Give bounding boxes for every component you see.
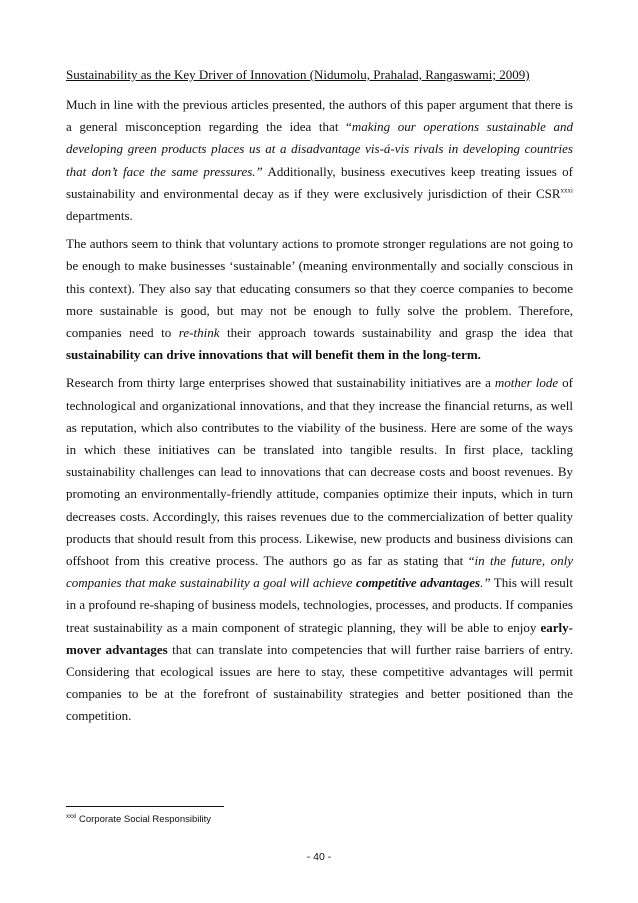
p3-quote: in the future, only companies that make sustainability a goal will achieve (66, 553, 573, 591)
p1-text-1: Much in line with the previous articles presented, the authors of this paper argument that there is a general misconception regarding the idea that “ (66, 97, 573, 135)
p2-emphasis: re-think (178, 325, 220, 341)
p3-quote-end: .” (480, 575, 491, 591)
footnote-marker: xxxi (66, 813, 77, 820)
section-heading: Sustainability as the Key Driver of Innovation (Nidumolu, Prahalad, Rangaswami; 2009) (66, 67, 530, 82)
p2-bold-conclusion: sustainability can drive innovations that will benefit them in the long-term. (66, 347, 481, 363)
p2-text-1: The authors seem to think that voluntary actions to promote stronger regulations are not going to be enough to make businesses ‘sustainable’ (meaning environmentally and socially conscious in this context). They also say that educating consumers so that they coerce companies to become more sustainable is good, but may not be enough to fully solve the problem. Therefore, companies need to (66, 236, 573, 341)
p1-quote: making our operations sustainable and developing green products places us at a disadvantage vis-á-vis rivals in developing countries that don’t face the same pressures.” (66, 119, 573, 179)
footnote-text: Corporate Social Responsibility (76, 814, 211, 825)
paragraph-3 (66, 372, 573, 727)
document-body (66, 66, 573, 734)
page-number: - 40 - (306, 851, 332, 863)
p3-text-2: of technological and organizational innovations, and that they increase the financial returns, as well as reputation, which also contributes to the viability of the business. Here are some of the ways in which these initiatives can be translated into tangible results. In first place, tackling sustainability challenges can lead to innovations that can decrease costs and boost revenues. By promoting an environmentally-friendly attitude, companies optimize their inputs, which in turn decreases costs. Accordingly, this raises revenues due to the commercialization of better quality products that should result from this process. Likewise, new products and business divisions can offshoot from this creative process. The authors go as far as stating that “ (66, 375, 573, 569)
p3-text-3: This will result in a profound re-shaping of business models, technologies, processes, and products. If companies treat sustainability as a main component of strategic planning, they will be able to enjoy (66, 575, 573, 635)
footnote (66, 814, 211, 825)
p3-emphasis-1: mother lode (494, 375, 559, 391)
p1-text-2: Additionally, business executives keep treating issues of sustainability and environmental decay as if they were exclusively jurisdiction of their CSR (66, 163, 574, 201)
p3-text-4: that can translate into competencies that will further raise barriers of entry. Considering that ecological issues are here to stay, these competitive advantages will permit companies to be at the forefront of sustainability strategies and better positioned than the competition. (66, 641, 573, 724)
paragraph-2 (66, 233, 573, 366)
paragraph-1 (66, 94, 573, 227)
p3-quote-bold: competitive advantages (356, 575, 481, 591)
footnote-divider (66, 806, 224, 807)
p1-text-3: departments. (66, 208, 133, 224)
footnote-ref: xxxi (560, 186, 573, 195)
p3-bold-term: early-mover advantages (66, 619, 573, 657)
p2-text-2: their approach towards sustainability and grasp the idea that (219, 325, 574, 341)
p3-text-1: Research from thirty large enterprises showed that sustainability initiatives are a (66, 375, 495, 391)
